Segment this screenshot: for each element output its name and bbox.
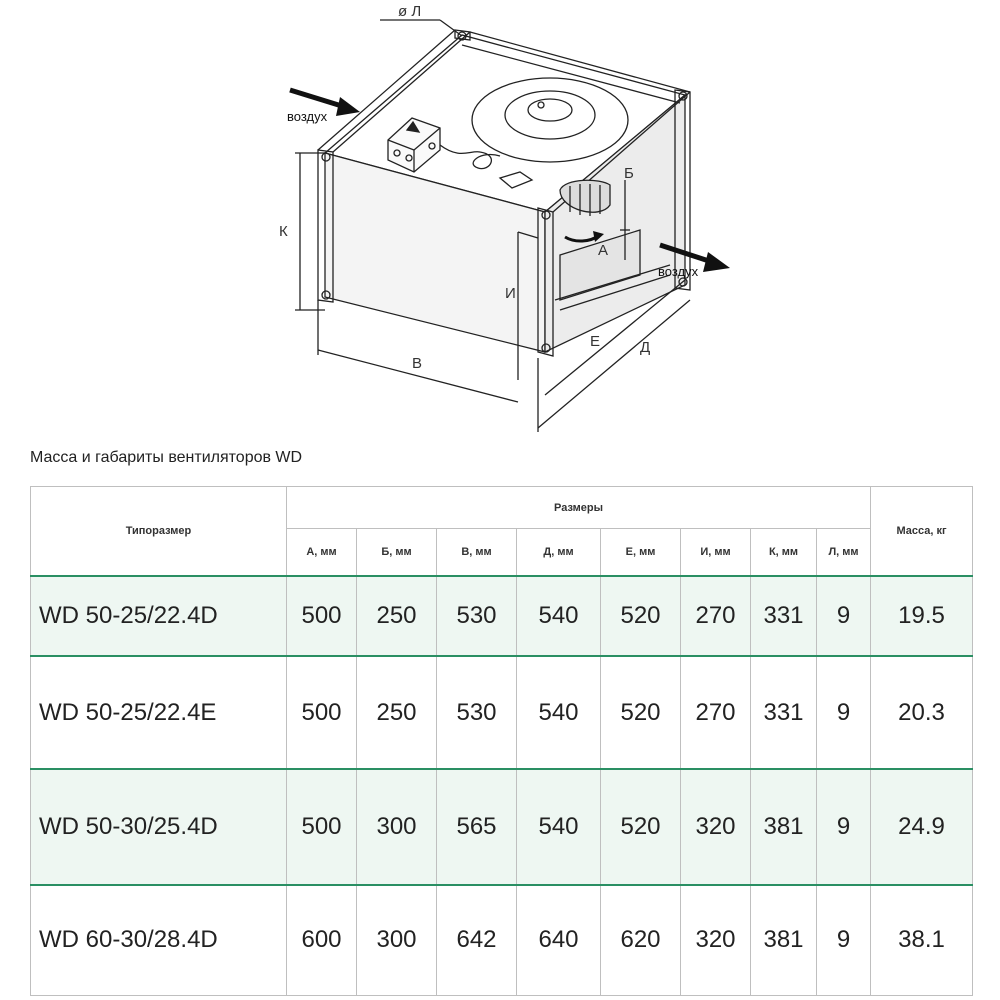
cell-value: 520 xyxy=(601,769,681,885)
cell-value: 620 xyxy=(601,885,681,995)
cell-value: 331 xyxy=(751,576,817,656)
cell-value: 540 xyxy=(517,769,601,885)
spec-table xyxy=(30,486,973,996)
table-row xyxy=(31,576,973,656)
cell-value: 540 xyxy=(517,656,601,769)
cell-mass: 20.3 xyxy=(871,656,973,769)
cell-value: 9 xyxy=(817,769,871,885)
subheader-b: Б, мм xyxy=(357,529,437,577)
model-name: WD 60-30/28.4D xyxy=(31,885,287,995)
cell-value: 9 xyxy=(817,576,871,656)
cell-value: 600 xyxy=(287,885,357,995)
label-k: К xyxy=(279,223,288,240)
model-name: WD 50-25/22.4D xyxy=(31,576,287,656)
cell-value: 250 xyxy=(357,656,437,769)
cell-value: 500 xyxy=(287,656,357,769)
cell-value: 500 xyxy=(287,576,357,656)
cell-value: 270 xyxy=(681,656,751,769)
label-d: Д xyxy=(640,339,651,356)
cell-value: 381 xyxy=(751,885,817,995)
cell-value: 520 xyxy=(601,656,681,769)
cell-value: 250 xyxy=(357,576,437,656)
label-air-in: воздух xyxy=(287,109,328,124)
cell-value: 520 xyxy=(601,576,681,656)
label-b: Б xyxy=(624,165,634,182)
model-name: WD 50-25/22.4E xyxy=(31,656,287,769)
cell-value: 530 xyxy=(437,576,517,656)
subheader-e: Е, мм xyxy=(601,529,681,577)
cell-value: 300 xyxy=(357,769,437,885)
cell-value: 642 xyxy=(437,885,517,995)
header-mass: Масса, кг xyxy=(871,487,973,577)
subheader-i: И, мм xyxy=(681,529,751,577)
label-phi-l: ø Л xyxy=(398,3,422,20)
header-type: Типоразмер xyxy=(31,487,287,577)
cell-mass: 19.5 xyxy=(871,576,973,656)
subheader-k: К, мм xyxy=(751,529,817,577)
label-air-out: воздух xyxy=(658,264,699,279)
cell-value: 640 xyxy=(517,885,601,995)
cell-value: 540 xyxy=(517,576,601,656)
fan-dimension-drawing xyxy=(0,0,1000,440)
cell-value: 270 xyxy=(681,576,751,656)
cell-value: 565 xyxy=(437,769,517,885)
table-row xyxy=(31,656,973,769)
cell-value: 331 xyxy=(751,656,817,769)
cell-value: 9 xyxy=(817,885,871,995)
cell-mass: 24.9 xyxy=(871,769,973,885)
cell-value: 500 xyxy=(287,769,357,885)
subheader-l: Л, мм xyxy=(817,529,871,577)
label-i: И xyxy=(505,285,516,302)
label-e: Е xyxy=(590,333,601,350)
cell-value: 300 xyxy=(357,885,437,995)
model-name: WD 50-30/25.4D xyxy=(31,769,287,885)
cell-value: 320 xyxy=(681,769,751,885)
label-v: В xyxy=(412,355,423,372)
subheader-v: В, мм xyxy=(437,529,517,577)
cell-mass: 38.1 xyxy=(871,885,973,995)
table-caption: Масса и габариты вентиляторов WD xyxy=(30,449,303,466)
subheader-a: А, мм xyxy=(287,529,357,577)
label-a: А xyxy=(598,242,609,259)
header-dims: Размеры xyxy=(287,487,871,529)
cell-value: 320 xyxy=(681,885,751,995)
cell-value: 381 xyxy=(751,769,817,885)
table-row xyxy=(31,769,973,885)
cell-value: 9 xyxy=(817,656,871,769)
cell-value: 530 xyxy=(437,656,517,769)
table-row xyxy=(31,885,973,995)
subheader-d: Д, мм xyxy=(517,529,601,577)
